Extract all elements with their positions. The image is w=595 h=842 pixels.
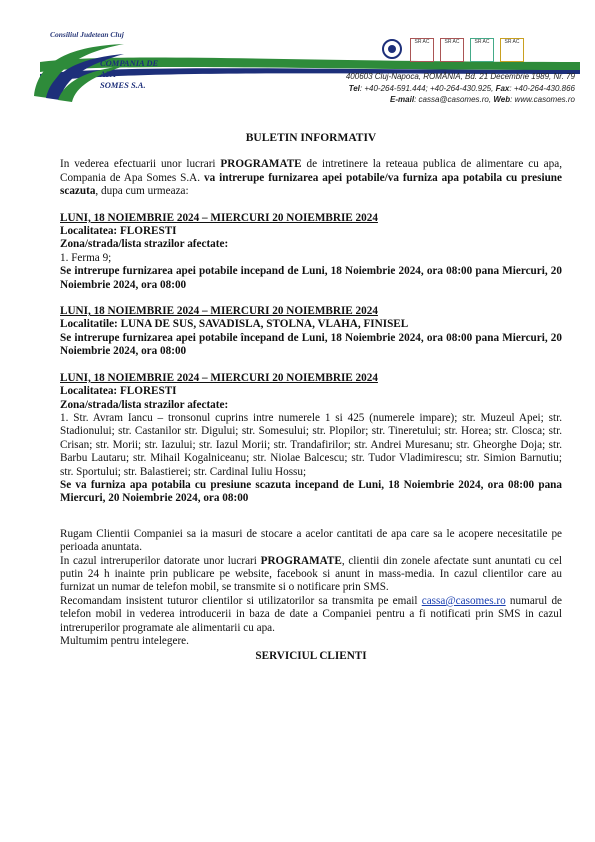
section-3-heading: LUNI, 18 NOIEMBRIE 2024 – MIERCURI 20 NOIEMBRIE 2024 bbox=[60, 371, 378, 384]
section-3-streets: 1. Str. Avram Iancu – tronsonul cuprins intre numerele 1 si 425 (numerele impare); str. Muzeul Apei; str. Stadionului; str. Castanilor str. Digului; str. Somesului; str. Plopilor; str. Tineretului; str. Horea; str. Closca; str. Crisan; str. Morii; str. Iazului; str. Iazul Morii; str. Trandafirilor; str. Andrei Muresanu; str. Gheorghe Doja; str. Barbu Lautaru; str. Mihail Kogalniceanu; str. Niolae Balcescu; str. Tudor Vladimirescu; str. Simion Barnutiu; str. Sportului; str. Balastierei; str. Cardinal Iuliu Hossu; bbox=[60, 411, 562, 478]
stockpile-paragraph: Rugam Clientii Companiei sa ia masuri de stocare a acelor cantitati de apa care sa le acopere necesitatile pe perioada anuntata. bbox=[60, 527, 562, 554]
cert-badge-4: SR AC bbox=[500, 38, 524, 62]
company-address: 400603 Cluj-Napoca, ROMÂNIA, Bd. 21 Decembrie 1989, Nr. 79 bbox=[345, 72, 575, 81]
recommendation-paragraph: Recomandam insistent tuturor clientilor si utilizatorilor sa transmita pe email cassa@casomes.ro numarul de telefon mobil in vederea introducerii in baza de date a Companiei pentru a fi notificati prin SMS in cazul intreruperilor programate ale alimentarii cu apa. bbox=[60, 594, 563, 634]
section-1-zone: Zona/strada/lista strazilor afectate: bbox=[60, 238, 229, 251]
intro-paragraph: In vederea efectuarii unor lucrari PROGRAMATE de intretinere la reteaua publica de alimentare cu apa, Compania de Apa Somes S.A. va intrerupe furnizarea apei potabile/va furniza apa potabila cu presiune scazuta, dupa cum urmeaza: bbox=[60, 158, 563, 198]
section-2-locality: Localitatile: LUNA DE SUS, SAVADISLA, STOLNA, VLAHA, FINISEL bbox=[60, 318, 409, 331]
company-phones: Tel: +40-264-591.444; +40-264-430.925, Fax: +40-264-430.866 bbox=[348, 83, 575, 93]
section-2 bbox=[60, 305, 562, 359]
notification-paragraph: In cazul intreruperilor datorate unor lucrari PROGRAMATE, clientii din zonele afectate sunt anuntati cu cel putin 24 h inainte prin publicare pe website, facebook si anunt in mass-media. In cazul clientilor care au furnizat un numar de telefon mobil, se transmite si o notificare prin SMS. bbox=[60, 554, 562, 594]
section-1-item: 1. Ferma 9; bbox=[60, 251, 112, 264]
certification-badges bbox=[410, 38, 524, 64]
council-name: Consiliul Judetean Cluj bbox=[50, 30, 124, 39]
cert-badge-3: SR AC bbox=[470, 38, 494, 62]
letterhead bbox=[0, 0, 595, 112]
company-logo-text: COMPANIA DE APA SOMES S.A. bbox=[100, 58, 159, 90]
section-1-locality: Localitatea: FLORESTI bbox=[60, 225, 177, 238]
thanks-line: Multumim pentru intelegere. bbox=[60, 635, 189, 647]
section-3-notice: Se va furniza apa potabila cu presiune scazuta incepand de Luni, 18 Noiembrie 2024, ora 08:00 pana Miercuri, 20 Noiembrie 2024, ora 08:00 bbox=[60, 478, 562, 505]
contact-email-link[interactable]: cassa@casomes.ro bbox=[421, 594, 506, 607]
section-2-notice: Se intrerupe furnizarea apei potabile începand de Luni, 18 Noiembrie 2024, ora 08:00 pana Miercuri, 20 Noiembrie 2024, ora 08:00 bbox=[60, 331, 562, 358]
cert-badge-1: SR AC bbox=[410, 38, 434, 62]
section-1-heading: LUNI, 18 NOIEMBRIE 2024 – MIERCURI 20 NOIEMBRIE 2024 bbox=[60, 211, 378, 224]
company-contact bbox=[346, 71, 575, 106]
header-email-link[interactable]: : cassa@casomes.ro, bbox=[414, 95, 492, 104]
signature-department: SERVICIUL CLIENTI bbox=[255, 650, 367, 663]
company-online: E-mail: cassa@casomes.ro, Web: www.casomes.ro bbox=[390, 95, 575, 104]
page-title: BULETIN INFORMATIV bbox=[245, 132, 377, 144]
section-3 bbox=[60, 372, 562, 506]
section-2-heading: LUNI, 18 NOIEMBRIE 2024 – MIERCURI 20 NOIEMBRIE 2024 bbox=[60, 305, 378, 318]
bulletin-body bbox=[60, 132, 562, 664]
section-1 bbox=[60, 212, 562, 292]
header-web-link[interactable]: : www.casomes.ro bbox=[510, 95, 575, 104]
section-3-locality: Localitatea: FLORESTI bbox=[60, 385, 177, 398]
section-3-zone: Zona/strada/lista strazilor afectate: bbox=[60, 398, 229, 411]
section-1-notice: Se intrerupe furnizarea apei potabile incepand de Luni, 18 Noiembrie 2024, ora 08:00 pana Miercuri, 20 Noiembrie 2024, ora 08:00 bbox=[60, 265, 562, 291]
cert-badge-2: SR AC bbox=[440, 38, 464, 62]
